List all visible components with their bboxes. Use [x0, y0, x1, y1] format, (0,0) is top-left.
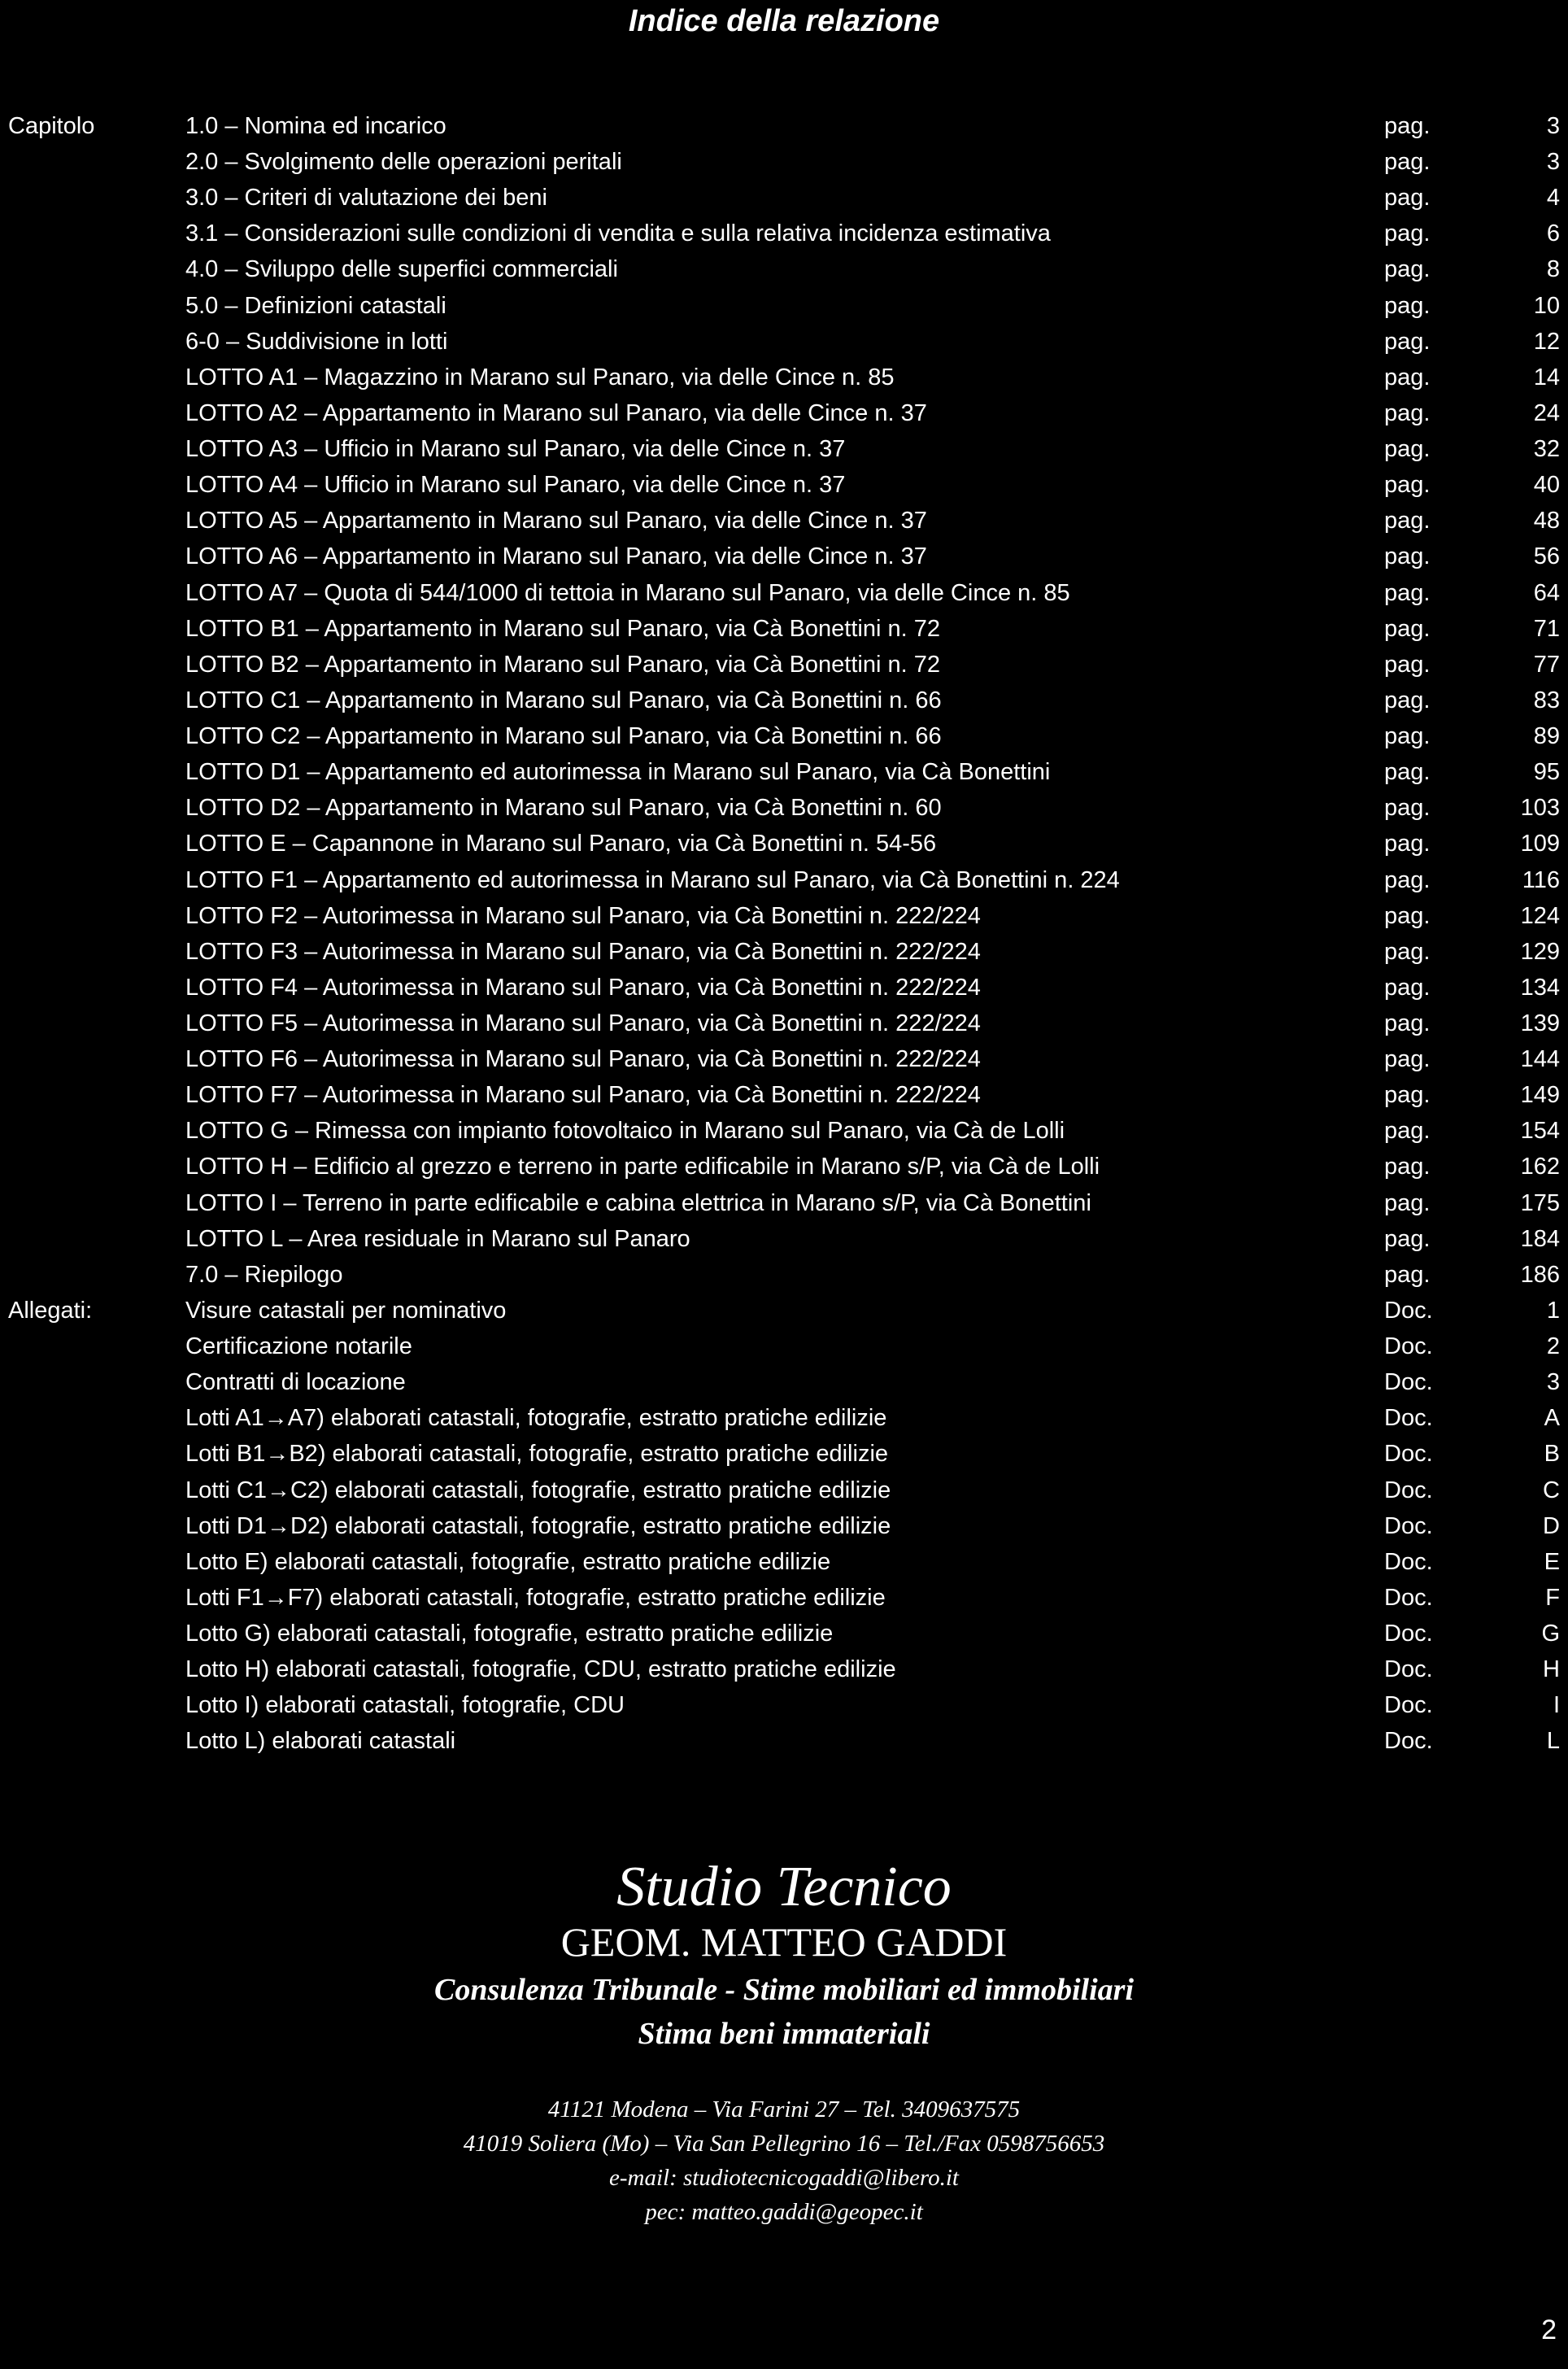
- toc-row: [0, 1544, 1568, 1580]
- toc-row: [0, 1723, 1568, 1759]
- toc-page-ref: 103: [1520, 795, 1560, 821]
- toc-entry-text: Lotto H) elaborati catastali, fotografie, CDU, estratto pratiche edilizie: [185, 1656, 896, 1682]
- toc-row: [0, 1077, 1568, 1113]
- toc-page-ref: F: [1545, 1585, 1560, 1611]
- toc-row: [0, 647, 1568, 683]
- toc-ref-label: pag.: [1384, 616, 1431, 642]
- toc-ref-label: pag.: [1384, 185, 1431, 211]
- toc-row: [0, 1472, 1568, 1508]
- toc-ref-label: pag.: [1384, 759, 1431, 785]
- toc-page-ref: C: [1543, 1477, 1560, 1503]
- toc-ref-label: Doc.: [1384, 1728, 1433, 1754]
- stamp-email: e-mail: studiotecnicogaddi@libero.it: [609, 2165, 959, 2191]
- toc-entry-text: LOTTO F7 – Autorimessa in Marano sul Panaro, via Cà Bonettini n. 222/224: [185, 1082, 981, 1108]
- toc-entry-text: LOTTO F5 – Autorimessa in Marano sul Panaro, via Cà Bonettini n. 222/224: [185, 1010, 981, 1036]
- toc-page-ref: 186: [1520, 1262, 1560, 1288]
- toc-row: [0, 1580, 1568, 1616]
- toc-page-ref: 83: [1533, 687, 1560, 713]
- toc-row: [0, 1185, 1568, 1221]
- toc-row: [0, 1293, 1568, 1328]
- toc-page-ref: A: [1544, 1405, 1560, 1431]
- toc-row: [0, 790, 1568, 826]
- toc-entry-text: LOTTO A5 – Appartamento in Marano sul Panaro, via delle Cince n. 37: [185, 508, 927, 534]
- toc-ref-label: Doc.: [1384, 1405, 1433, 1431]
- toc-ref-label: pag.: [1384, 975, 1431, 1001]
- document-title: Indice della relazione: [628, 4, 940, 38]
- stamp-subtitle-intangibles: Stima beni immateriali: [638, 2017, 930, 2051]
- toc-page-ref: 24: [1533, 400, 1560, 426]
- toc-page-ref: 40: [1533, 472, 1560, 498]
- toc-ref-label: pag.: [1384, 795, 1431, 821]
- toc-row: [0, 718, 1568, 754]
- toc-row: [0, 503, 1568, 539]
- toc-page-ref: 77: [1533, 652, 1560, 678]
- toc-row: [0, 144, 1568, 180]
- toc-page-ref: 56: [1533, 543, 1560, 569]
- toc-entry-text: Lotti F1→F7) elaborati catastali, fotografie, estratto pratiche edilizie: [185, 1585, 886, 1611]
- toc-row: [0, 1113, 1568, 1149]
- toc-entry-text: LOTTO E – Capannone in Marano sul Panaro, via Cà Bonettini n. 54-56: [185, 831, 937, 857]
- toc-ref-label: pag.: [1384, 903, 1431, 929]
- toc-ref-label: pag.: [1384, 831, 1431, 857]
- toc-ref-label: pag.: [1384, 867, 1431, 893]
- toc-row: [0, 395, 1568, 431]
- toc-row: [0, 539, 1568, 574]
- toc-row: [0, 324, 1568, 360]
- toc-page-ref: 3: [1546, 1369, 1560, 1395]
- toc-row: [0, 754, 1568, 790]
- toc-row: [0, 826, 1568, 862]
- toc-page-ref: 124: [1520, 903, 1560, 929]
- toc-row: [0, 1149, 1568, 1184]
- toc-ref-label: pag.: [1384, 1082, 1431, 1108]
- toc-page-ref: 14: [1533, 364, 1560, 390]
- toc-ref-label: Doc.: [1384, 1369, 1433, 1395]
- toc-entry-text: 6-0 – Suddivisione in lotti: [185, 329, 448, 355]
- toc-entry-text: 2.0 – Svolgimento delle operazioni peritali: [185, 149, 622, 175]
- toc-row: [0, 1436, 1568, 1472]
- toc-entry-text: LOTTO B2 – Appartamento in Marano sul Panaro, via Cà Bonettini n. 72: [185, 652, 940, 678]
- toc-ref-label: Doc.: [1384, 1585, 1433, 1611]
- toc-ref-label: Doc.: [1384, 1549, 1433, 1575]
- toc-entry-text: LOTTO A1 – Magazzino in Marano sul Panaro, via delle Cince n. 85: [185, 364, 895, 390]
- toc-page-ref: 89: [1533, 723, 1560, 749]
- toc-entry-text: Certificazione notarile: [185, 1333, 412, 1359]
- toc-entry-text: LOTTO H – Edificio al grezzo e terreno in parte edificabile in Marano s/P, via Cà de Lolli: [185, 1154, 1100, 1180]
- toc-page-ref: L: [1546, 1728, 1560, 1754]
- toc-page-ref: 8: [1546, 256, 1560, 282]
- toc-page-ref: 175: [1520, 1190, 1560, 1216]
- toc-page-ref: 154: [1520, 1118, 1560, 1144]
- stamp-pec: pec: matteo.gaddi@geopec.it: [645, 2199, 923, 2225]
- toc-entry-text: LOTTO I – Terreno in parte edificabile e cabina elettrica in Marano s/P, via Cà Bonettini: [185, 1190, 1091, 1216]
- toc-page-ref: 48: [1533, 508, 1560, 534]
- toc-row: [0, 683, 1568, 718]
- toc-entry-text: 3.0 – Criteri di valutazione dei beni: [185, 185, 547, 211]
- toc-page-ref: 32: [1533, 436, 1560, 462]
- toc-row: [0, 1508, 1568, 1544]
- page-number: 2: [1541, 2314, 1557, 2345]
- toc-row: [0, 898, 1568, 934]
- toc-row: [0, 1328, 1568, 1364]
- stamp-address-soliera: 41019 Soliera (Mo) – Via San Pellegrino 16 – Tel./Fax 0598756653: [463, 2131, 1105, 2157]
- toc-ref-label: pag.: [1384, 329, 1431, 355]
- toc-row: [0, 862, 1568, 898]
- toc-row: [0, 467, 1568, 503]
- toc-ref-label: pag.: [1384, 472, 1431, 498]
- toc-entry-text: Lotto I) elaborati catastali, fotografie, CDU: [185, 1692, 625, 1718]
- toc-ref-label: pag.: [1384, 256, 1431, 282]
- toc-row: [0, 288, 1568, 324]
- toc-page-ref: B: [1544, 1441, 1560, 1467]
- toc-page-ref: 149: [1520, 1082, 1560, 1108]
- toc-ref-label: pag.: [1384, 508, 1431, 534]
- toc-ref-label: pag.: [1384, 687, 1431, 713]
- toc-ref-label: pag.: [1384, 1118, 1431, 1144]
- toc-page-ref: 3: [1546, 149, 1560, 175]
- toc-page-ref: H: [1543, 1656, 1560, 1682]
- toc-ref-label: Doc.: [1384, 1477, 1433, 1503]
- toc-row: [0, 1616, 1568, 1651]
- toc-entry-text: Lotti C1→C2) elaborati catastali, fotografie, estratto pratiche edilizie: [185, 1477, 891, 1503]
- toc-ref-label: Doc.: [1384, 1656, 1433, 1682]
- toc-entry-text: 4.0 – Sviluppo delle superfici commerciali: [185, 256, 618, 282]
- toc-entry-text: Visure catastali per nominativo: [185, 1298, 507, 1324]
- toc-entry-text: Lotto E) elaborati catastali, fotografie, estratto pratiche edilizie: [185, 1549, 831, 1575]
- toc-entry-text: 7.0 – Riepilogo: [185, 1262, 343, 1288]
- toc-page-ref: G: [1541, 1621, 1560, 1647]
- toc-ref-label: Doc.: [1384, 1692, 1433, 1718]
- toc-row: [0, 1651, 1568, 1687]
- toc-row: [0, 1006, 1568, 1041]
- toc-ref-label: pag.: [1384, 436, 1431, 462]
- toc-entry-text: LOTTO F2 – Autorimessa in Marano sul Panaro, via Cà Bonettini n. 222/224: [185, 903, 981, 929]
- toc-page-ref: D: [1543, 1513, 1560, 1539]
- toc-row: [0, 216, 1568, 251]
- toc-entry-text: Lotti D1→D2) elaborati catastali, fotografie, estratto pratiche edilizie: [185, 1513, 891, 1539]
- toc-page-ref: 109: [1520, 831, 1560, 857]
- toc-row: [0, 1400, 1568, 1436]
- toc-page-ref: E: [1544, 1549, 1560, 1575]
- toc-entry-text: 1.0 – Nomina ed incarico: [185, 113, 446, 139]
- toc-page-ref: 2: [1546, 1333, 1560, 1359]
- toc-ref-label: pag.: [1384, 149, 1431, 175]
- toc-row: [0, 1364, 1568, 1400]
- toc-row: [0, 970, 1568, 1006]
- toc-page-ref: 12: [1533, 329, 1560, 355]
- toc-ref-label: pag.: [1384, 1046, 1431, 1072]
- toc-page-ref: 10: [1533, 293, 1560, 319]
- toc-entry-text: Lotto L) elaborati catastali: [185, 1728, 456, 1754]
- toc-entry-text: LOTTO D1 – Appartamento ed autorimessa in Marano sul Panaro, via Cà Bonettini: [185, 759, 1051, 785]
- toc-entry-text: LOTTO B1 – Appartamento in Marano sul Panaro, via Cà Bonettini n. 72: [185, 616, 940, 642]
- toc-ref-label: pag.: [1384, 364, 1431, 390]
- toc-entry-text: LOTTO C1 – Appartamento in Marano sul Panaro, via Cà Bonettini n. 66: [185, 687, 942, 713]
- toc-entry-text: Contratti di locazione: [185, 1369, 406, 1395]
- toc-ref-label: pag.: [1384, 293, 1431, 319]
- toc-entry-text: LOTTO F4 – Autorimessa in Marano sul Panaro, via Cà Bonettini n. 222/224: [185, 975, 981, 1001]
- toc-section-label: Capitolo: [8, 113, 95, 139]
- toc-ref-label: pag.: [1384, 1190, 1431, 1216]
- toc-entry-text: LOTTO F1 – Appartamento ed autorimessa in Marano sul Panaro, via Cà Bonettini n. 224: [185, 867, 1120, 893]
- toc-ref-label: Doc.: [1384, 1333, 1433, 1359]
- toc-ref-label: pag.: [1384, 1010, 1431, 1036]
- toc-ref-label: Doc.: [1384, 1621, 1433, 1647]
- toc-entry-text: LOTTO A2 – Appartamento in Marano sul Panaro, via delle Cince n. 37: [185, 400, 927, 426]
- toc-ref-label: pag.: [1384, 939, 1431, 965]
- toc-page-ref: 144: [1520, 1046, 1560, 1072]
- toc-page-ref: 116: [1522, 867, 1560, 893]
- toc-page-ref: I: [1553, 1692, 1560, 1718]
- toc-page-ref: 6: [1546, 220, 1560, 246]
- toc-ref-label: pag.: [1384, 580, 1431, 606]
- toc-row: [0, 251, 1568, 287]
- toc-entry-text: LOTTO A6 – Appartamento in Marano sul Panaro, via delle Cince n. 37: [185, 543, 927, 569]
- toc-page-ref: 4: [1546, 185, 1560, 211]
- stamp-subtitle-services: Consulenza Tribunale - Stime mobiliari ed immobiliari: [433, 1973, 1135, 2007]
- toc-page-ref: 1: [1546, 1298, 1560, 1324]
- stamp-heading: Studio Tecnico: [616, 1856, 952, 1918]
- toc-entry-text: Lotti B1→B2) elaborati catastali, fotografie, estratto pratiche edilizie: [185, 1441, 889, 1467]
- toc-page-ref: 95: [1533, 759, 1560, 785]
- toc-row: [0, 1687, 1568, 1723]
- toc-ref-label: Doc.: [1384, 1298, 1433, 1324]
- toc-entry-text: LOTTO L – Area residuale in Marano sul Panaro: [185, 1226, 690, 1252]
- toc-row: [0, 575, 1568, 611]
- toc-entry-text: LOTTO C2 – Appartamento in Marano sul Panaro, via Cà Bonettini n. 66: [185, 723, 942, 749]
- toc-entry-text: 5.0 – Definizioni catastali: [185, 293, 446, 319]
- toc-ref-label: Doc.: [1384, 1441, 1433, 1467]
- toc-ref-label: pag.: [1384, 400, 1431, 426]
- toc-ref-label: pag.: [1384, 113, 1431, 139]
- toc-page-ref: 71: [1533, 616, 1560, 642]
- toc-ref-label: pag.: [1384, 1154, 1431, 1180]
- toc-row: [0, 1257, 1568, 1293]
- toc-ref-label: pag.: [1384, 723, 1431, 749]
- toc-row: [0, 108, 1568, 144]
- toc-ref-label: Doc.: [1384, 1513, 1433, 1539]
- stamp-address-modena: 41121 Modena – Via Farini 27 – Tel. 3409637575: [547, 2096, 1021, 2123]
- toc-page-ref: 184: [1520, 1226, 1560, 1252]
- toc-row: [0, 360, 1568, 395]
- toc-page-ref: 162: [1520, 1154, 1560, 1180]
- toc-ref-label: pag.: [1384, 1262, 1431, 1288]
- toc-page-ref: 129: [1520, 939, 1560, 965]
- toc-entry-text: LOTTO A4 – Ufficio in Marano sul Panaro, via delle Cince n. 37: [185, 472, 846, 498]
- toc-entry-text: LOTTO D2 – Appartamento in Marano sul Panaro, via Cà Bonettini n. 60: [185, 795, 942, 821]
- toc-row: [0, 1041, 1568, 1077]
- toc-ref-label: pag.: [1384, 543, 1431, 569]
- toc-entry-text: LOTTO F3 – Autorimessa in Marano sul Panaro, via Cà Bonettini n. 222/224: [185, 939, 981, 965]
- toc-entry-text: LOTTO G – Rimessa con impianto fotovoltaico in Marano sul Panaro, via Cà de Lolli: [185, 1118, 1065, 1144]
- toc-entry-text: Lotto G) elaborati catastali, fotografie, estratto pratiche edilizie: [185, 1621, 834, 1647]
- stamp-name: GEOM. MATTEO GADDI: [560, 1919, 1008, 1965]
- toc-page-ref: 139: [1520, 1010, 1560, 1036]
- toc-row: [0, 934, 1568, 970]
- toc-page-ref: 3: [1546, 113, 1560, 139]
- toc-section-label: Allegati:: [8, 1298, 93, 1324]
- toc-page-ref: 134: [1520, 975, 1560, 1001]
- toc-entry-text: LOTTO A7 – Quota di 544/1000 di tettoia in Marano sul Panaro, via delle Cince n. 85: [185, 580, 1070, 606]
- toc-row: [0, 1221, 1568, 1257]
- toc-ref-label: pag.: [1384, 220, 1431, 246]
- toc-entry-text: 3.1 – Considerazioni sulle condizioni di vendita e sulla relativa incidenza estimativa: [185, 220, 1051, 246]
- toc-entry-text: Lotti A1→A7) elaborati catastali, fotografie, estratto pratiche edilizie: [185, 1405, 887, 1431]
- toc-page-ref: 64: [1533, 580, 1560, 606]
- toc-ref-label: pag.: [1384, 1226, 1431, 1252]
- toc-ref-label: pag.: [1384, 652, 1431, 678]
- toc-row: [0, 180, 1568, 216]
- toc-entry-text: LOTTO F6 – Autorimessa in Marano sul Panaro, via Cà Bonettini n. 222/224: [185, 1046, 981, 1072]
- toc-row: [0, 431, 1568, 467]
- toc-row: [0, 611, 1568, 647]
- toc-entry-text: LOTTO A3 – Ufficio in Marano sul Panaro, via delle Cince n. 37: [185, 436, 846, 462]
